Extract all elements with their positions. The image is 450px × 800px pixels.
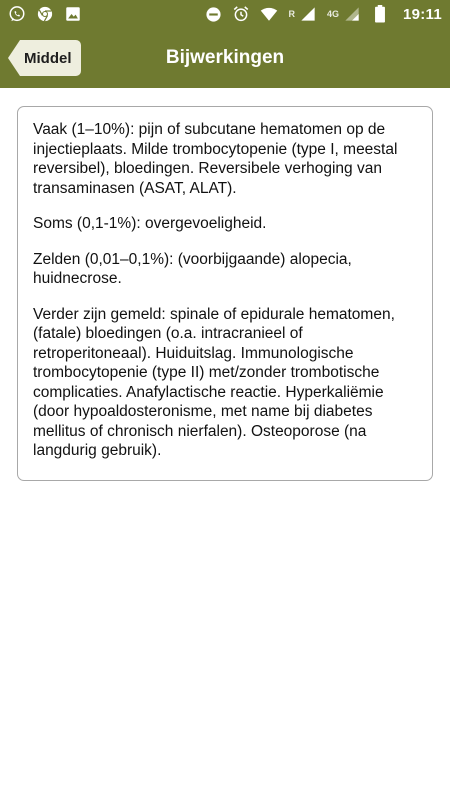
- app-bar: [0, 28, 450, 88]
- status-bar: [0, 0, 450, 28]
- status-time: 19:11: [402, 5, 442, 23]
- alarm-icon: [232, 5, 250, 23]
- paragraph-uncommon: Soms (0,1-1%): overgevoeligheid.: [33, 215, 267, 232]
- status-left-icons: [8, 5, 82, 23]
- whatsapp-icon: [8, 5, 26, 23]
- status-right-icons: [204, 5, 442, 23]
- paragraph-common: Vaak (1–10%): pijn of subcutane hematomen op de injectieplaats. Milde trombocytopenie (type I, meestal reversibel), bloedingen. Reversibele verhoging van transaminasen (ASAT, ALAT).: [33, 121, 398, 197]
- battery-icon: [371, 5, 389, 23]
- back-arrow-icon: [8, 40, 20, 76]
- side-effects-card: [17, 106, 433, 481]
- back-button-label: Middel: [20, 40, 81, 76]
- signal-icon: [343, 5, 361, 23]
- do-not-disturb-icon: [204, 5, 222, 23]
- paragraph-also-reported: Verder zijn gemeld: spinale of epidurale hematomen, (fatale) bloedingen (o.a. intracranieel of retroperitoneaal). Huiduitslag. Immunologische trombocytopenie (type II) met/zonder trombotische complicaties. Anafylactische reactie. Hyperkaliëmie (door hypoaldosteronisme, met name bij diabetes mellitus of chronisch nierfalen). Osteoporose (na langdurig gebruik).: [33, 305, 395, 459]
- roaming-label: R: [288, 9, 295, 19]
- chrome-icon: [36, 5, 54, 23]
- image-icon: [64, 5, 82, 23]
- page-title: Bijwerkingen: [165, 47, 285, 68]
- signal-icon: [299, 5, 317, 23]
- network-type-label: 4G: [326, 9, 339, 19]
- paragraph-rare: Zelden (0,01–0,1%): (voorbijgaande) alopecia, huidnecrose.: [33, 250, 352, 287]
- back-button[interactable]: [8, 40, 81, 76]
- content-area: [0, 88, 450, 499]
- wifi-icon: [260, 5, 278, 23]
